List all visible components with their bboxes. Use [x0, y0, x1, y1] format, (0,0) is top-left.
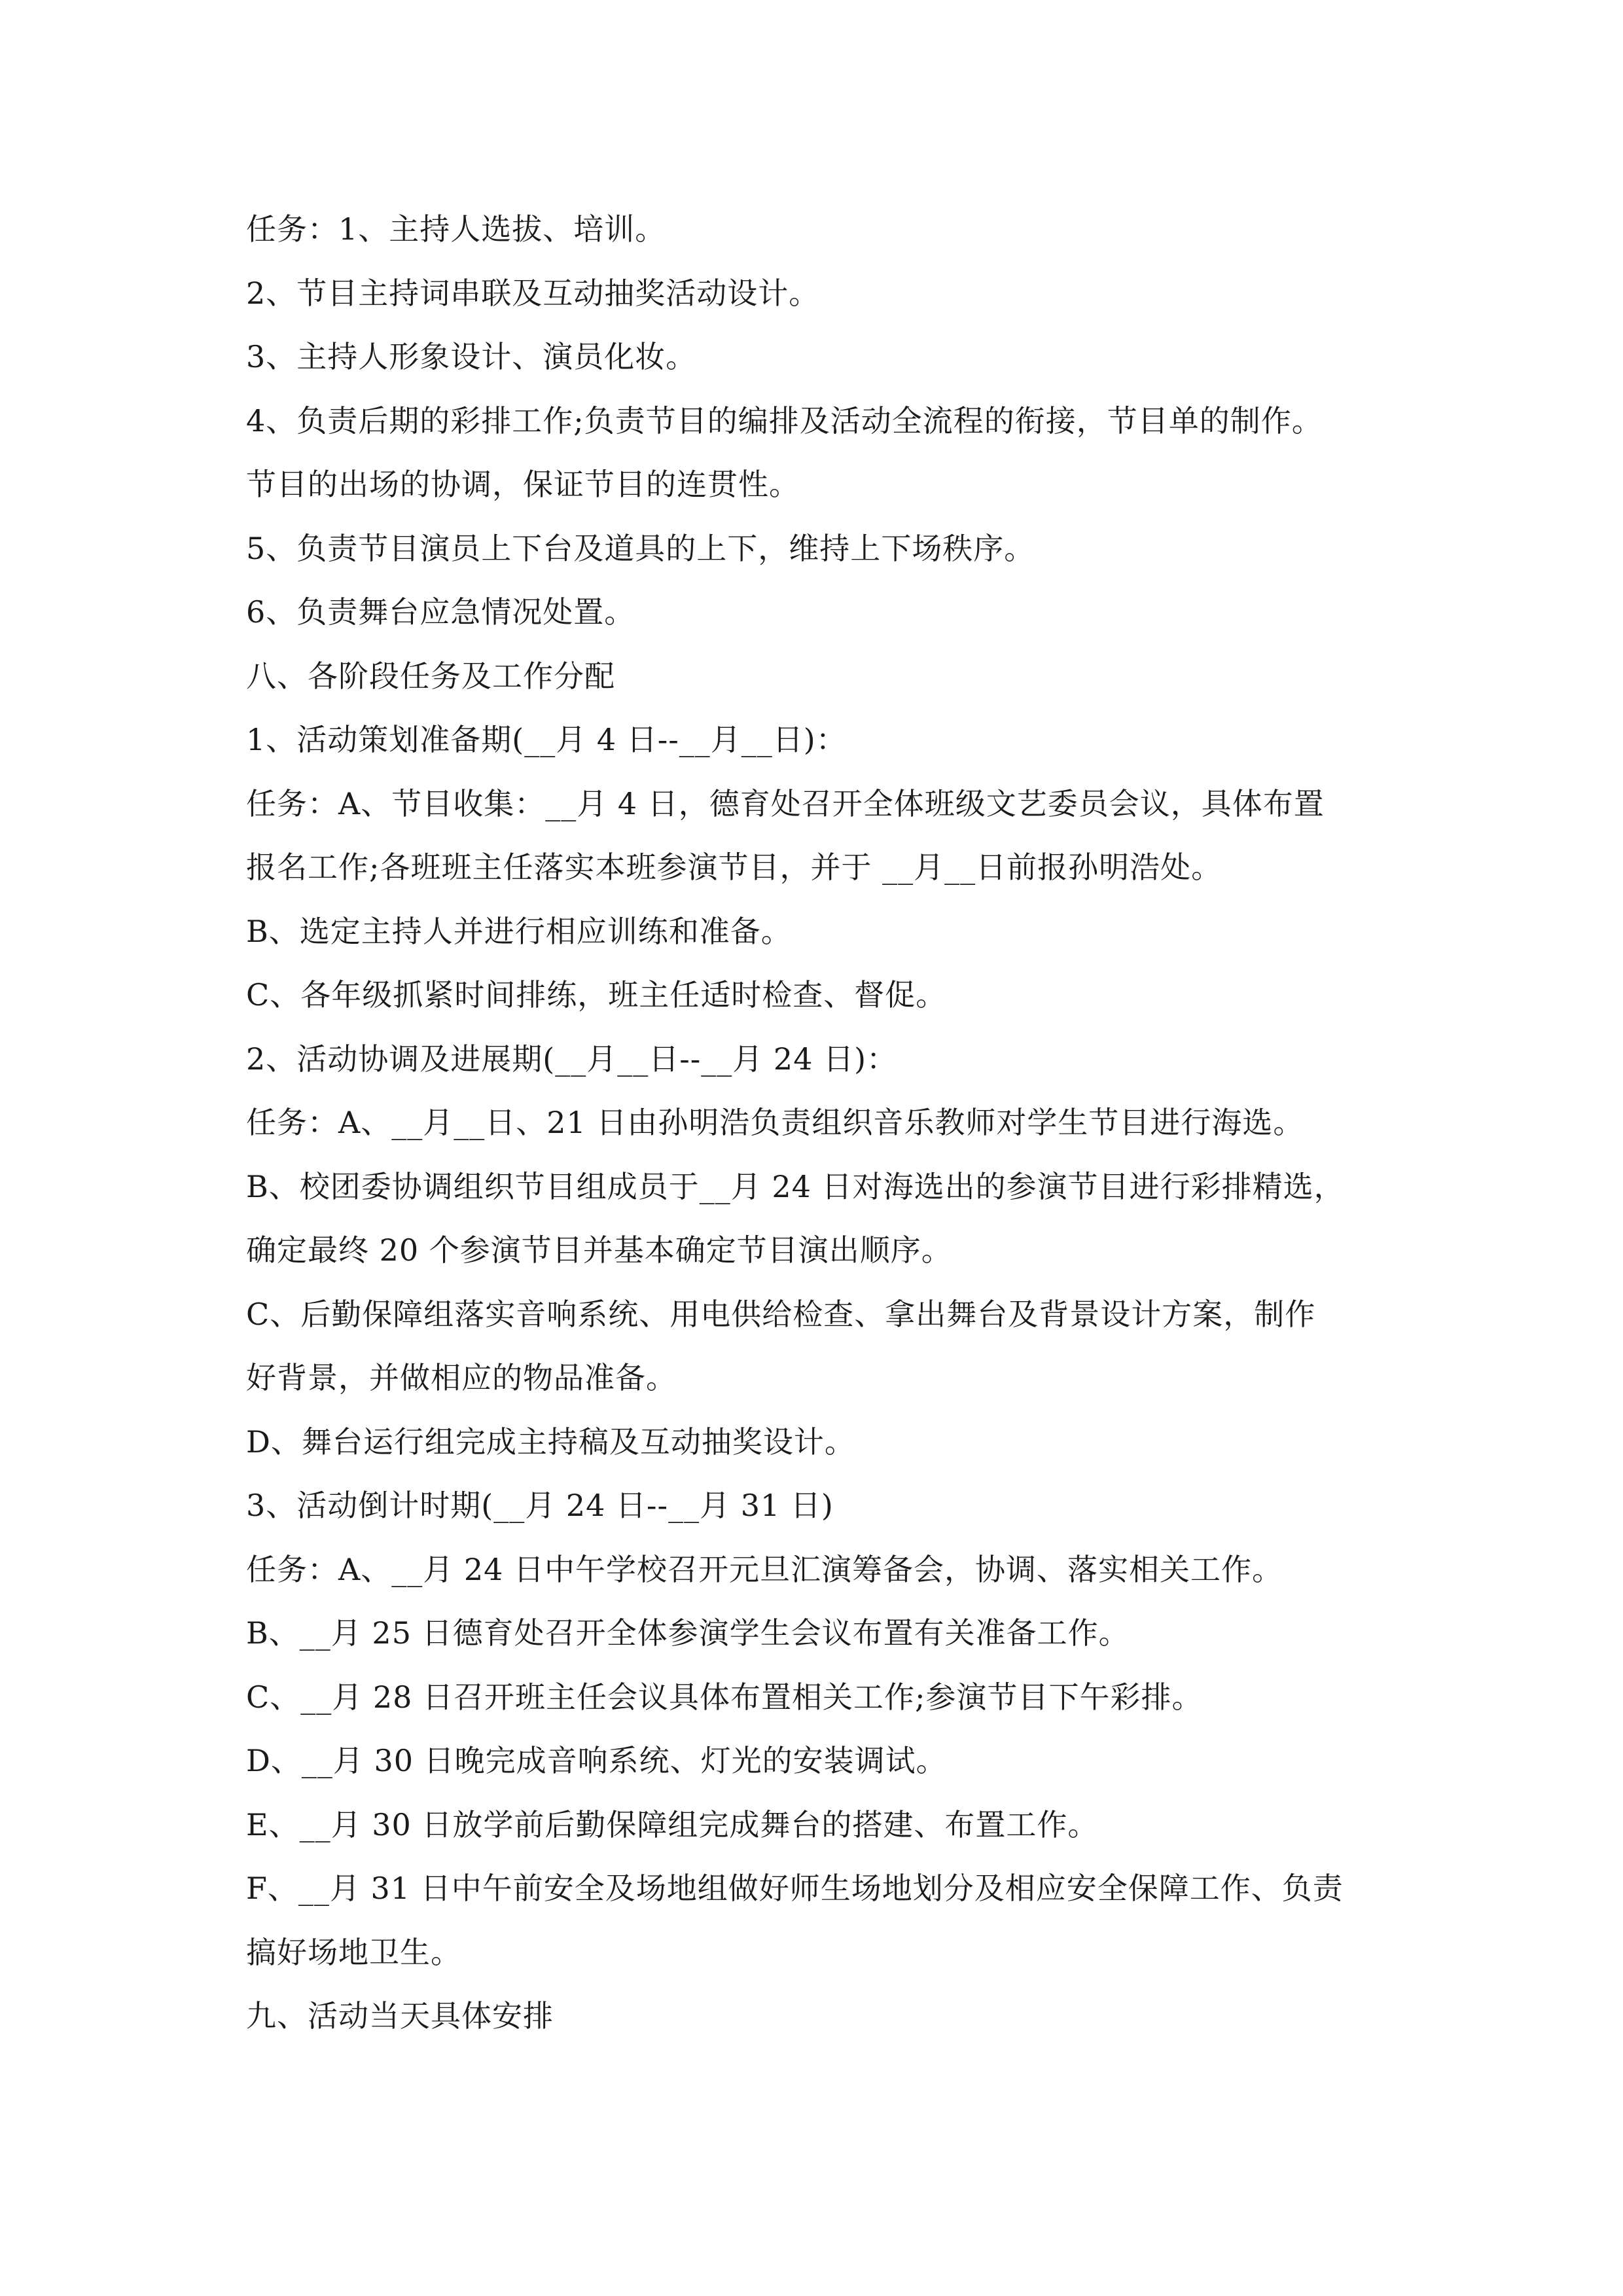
text-line: 4、负责后期的彩排工作;负责节目的编排及活动全流程的衔接，节目单的制作。: [246, 403, 1323, 439]
text-line: 好背景，并做相应的物品准备。: [246, 1360, 677, 1395]
text-line: C、后勤保障组落实音响系统、用电供给检查、拿出舞台及背景设计方案，制作: [246, 1296, 1316, 1332]
text-line: 2、活动协调及进展期(__月__日--__月 24 日)：: [246, 1041, 898, 1077]
text-line: 2、节目主持词串联及互动抽奖活动设计。: [246, 275, 820, 311]
document-body: [246, 198, 1385, 2049]
text-line: 3、主持人形象设计、演员化妆。: [246, 339, 697, 374]
text-line: 1、活动策划准备期(__月 4 日--__月__日)：: [246, 722, 847, 757]
text-line: 节目的出场的协调，保证节目的连贯性。: [246, 467, 800, 502]
text-line: 3、活动倒计时期(__月 24 日--__月 31 日): [246, 1488, 834, 1523]
text-line: 5、负责节目演员上下台及道具的上下，维持上下场秩序。: [246, 530, 1035, 566]
text-line: F、__月 31 日中午前安全及场地组做好师生场地划分及相应安全保障工作、负责: [246, 1871, 1344, 1906]
text-line: B、校团委协调组织节目组成员于__月 24 日对海选出的参演节目进行彩排精选，: [246, 1168, 1345, 1204]
text-line: 报名工作;各班班主任落实本班参演节目，并于 __月__日前报孙明浩处。: [246, 850, 1222, 885]
text-line: B、选定主持人并进行相应训练和准备。: [246, 913, 792, 949]
text-line: 任务：1、主持人选拔、培训。: [246, 211, 666, 247]
text-line: B、__月 25 日德育处召开全体参演学生会议布置有关准备工作。: [246, 1615, 1130, 1651]
section-heading: 八、各阶段任务及工作分配: [246, 658, 615, 694]
text-line: 任务：A、节目收集：__月 4 日，德育处召开全体班级文艺委员会议，具体布置: [246, 785, 1325, 821]
text-line: E、__月 30 日放学前后勤保障组完成舞台的搭建、布置工作。: [246, 1806, 1099, 1842]
text-line: 任务：A、__月 24 日中午学校召开元旦汇演筹备会，协调、落实相关工作。: [246, 1551, 1283, 1587]
text-line: 6、负责舞台应急情况处置。: [246, 594, 635, 630]
text-line: D、舞台运行组完成主持稿及互动抽奖设计。: [246, 1424, 855, 1460]
text-line: C、各年级抓紧时间排练，班主任适时检查、督促。: [246, 977, 947, 1013]
text-line: D、__月 30 日晚完成音响系统、灯光的安装调试。: [246, 1743, 947, 1778]
text-line: 搞好场地卫生。: [246, 1934, 461, 1970]
text-line: C、__月 28 日召开班主任会议具体布置相关工作;参演节目下午彩排。: [246, 1679, 1203, 1715]
section-heading: 九、活动当天具体安排: [246, 1998, 554, 2034]
text-line: 任务：A、__月__日、21 日由孙明浩负责组织音乐教师对学生节目进行海选。: [246, 1105, 1304, 1140]
text-line: 确定最终 20 个参演节目并基本确定节目演出顺序。: [246, 1232, 952, 1268]
